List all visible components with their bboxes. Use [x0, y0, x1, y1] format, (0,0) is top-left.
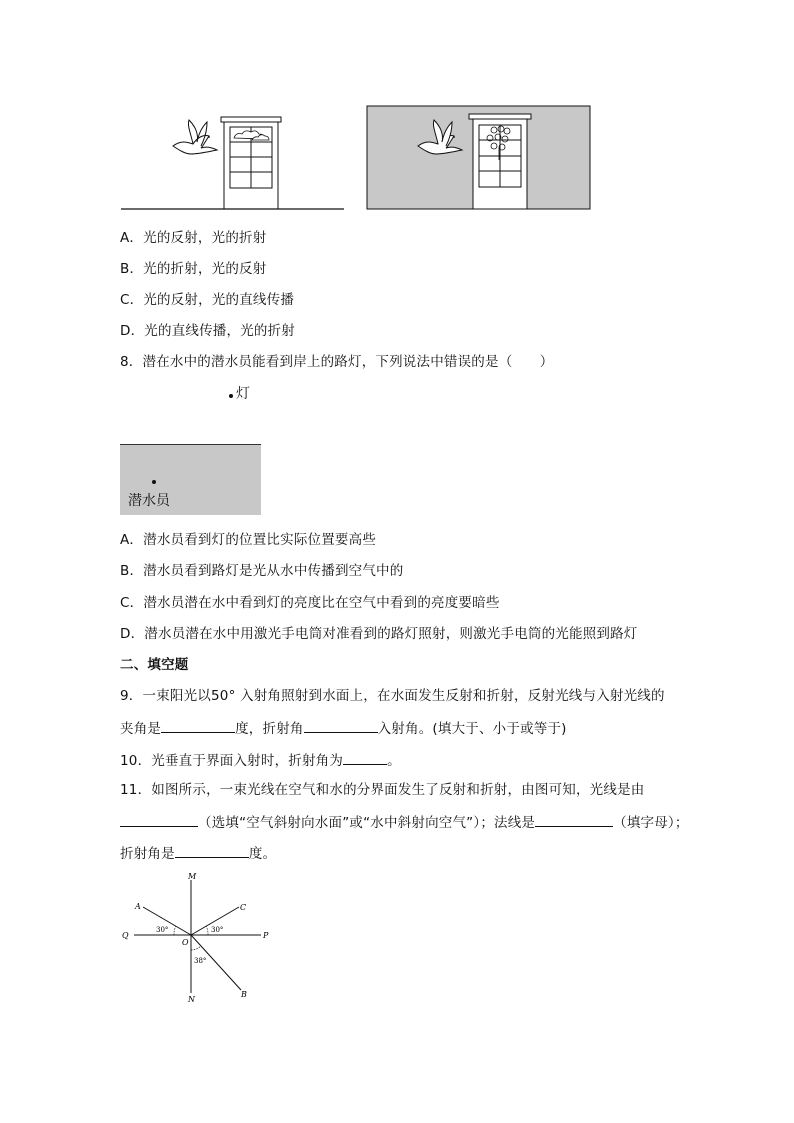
section-title: 二、填空题 — [120, 657, 189, 673]
label-n: N — [188, 995, 195, 1003]
q8-option-b: B．潜水员看到路灯是光从水中传播到空气中的 — [120, 563, 404, 579]
angle-bottom-label: 38° — [194, 957, 207, 965]
angle-left-label: 30° — [156, 926, 169, 934]
q9-text-c: 入射角。(填大于、小于或等于) — [377, 721, 567, 737]
q9-text-a: 夹角是 — [120, 721, 162, 737]
q8-option-d: D．潜水员潜在水中用激光手电筒对准看到的路灯照射，则激光手电筒的光能照到路灯 — [120, 626, 638, 642]
label-o: O — [182, 938, 189, 947]
q7-option-a: A．光的反射，光的折射 — [120, 230, 267, 246]
angle-right-label: 30° — [211, 926, 224, 934]
label-m: M — [188, 872, 197, 881]
window-right — [469, 114, 531, 209]
q10-text-a: 10．光垂直于界面入射时，折射角为 — [120, 753, 344, 769]
q11-blank-2[interactable] — [535, 812, 613, 827]
q8-stem: 8．潜在水中的潜水员能看到岸上的路灯，下列说法中错误的是（ ） — [120, 354, 554, 370]
q11-text-c: 折射角是 — [120, 846, 175, 862]
q11-blank-1[interactable] — [120, 812, 198, 827]
q9-blank-1[interactable] — [161, 718, 235, 733]
q9-blank-2[interactable] — [304, 718, 378, 733]
label-b: B — [241, 990, 247, 999]
label-q: Q — [122, 931, 129, 940]
q11-text-d: 度。 — [248, 846, 277, 862]
label-c: C — [240, 903, 247, 912]
q7-option-d: D．光的直线传播，光的折射 — [120, 323, 295, 339]
q10-text-b: 。 — [387, 753, 401, 769]
lamp-label: 灯 — [236, 386, 250, 402]
label-p: P — [263, 931, 269, 940]
diver-label: 潜水员 — [128, 493, 170, 509]
q9-line2 — [120, 718, 567, 738]
q9-text-b: 度，折射角 — [235, 721, 304, 737]
q8-option-c: C．潜水员潜在水中看到灯的亮度比在空气中看到的亮度要暗些 — [120, 595, 500, 611]
bird-icon-left — [173, 120, 217, 154]
lamp-dot — [229, 394, 233, 398]
diver-dot — [152, 480, 156, 484]
q11-text-a: （选填“空气斜射向水面”或“水中斜射向空气”）；法线是 — [198, 815, 536, 831]
label-a: A — [135, 902, 141, 911]
q10-line — [120, 750, 401, 770]
q7-option-b: B．光的折射，光的反射 — [120, 261, 267, 277]
q11-line2 — [120, 812, 689, 832]
q11-diagram — [116, 868, 276, 1003]
q10-blank[interactable] — [343, 750, 387, 765]
q11-line3 — [120, 843, 276, 863]
q11-line1: 11．如图所示，一束光线在空气和水的分界面发生了反射和折射，由图可知，光线是由 — [120, 782, 645, 798]
q11-blank-3[interactable] — [175, 843, 249, 858]
q8-figure — [120, 380, 265, 518]
q11-text-b: （填字母）； — [613, 815, 689, 831]
q7-option-c: C．光的反射，光的直线传播 — [120, 292, 295, 308]
q9-line1: 9．一束阳光以50° 入射角照射到水面上，在水面发生反射和折射，反射光线与入射光线的 — [120, 688, 665, 704]
window-left — [221, 117, 281, 209]
q8-option-a: A．潜水员看到灯的位置比实际位置要高些 — [120, 532, 377, 548]
q7-figure — [118, 100, 598, 215]
